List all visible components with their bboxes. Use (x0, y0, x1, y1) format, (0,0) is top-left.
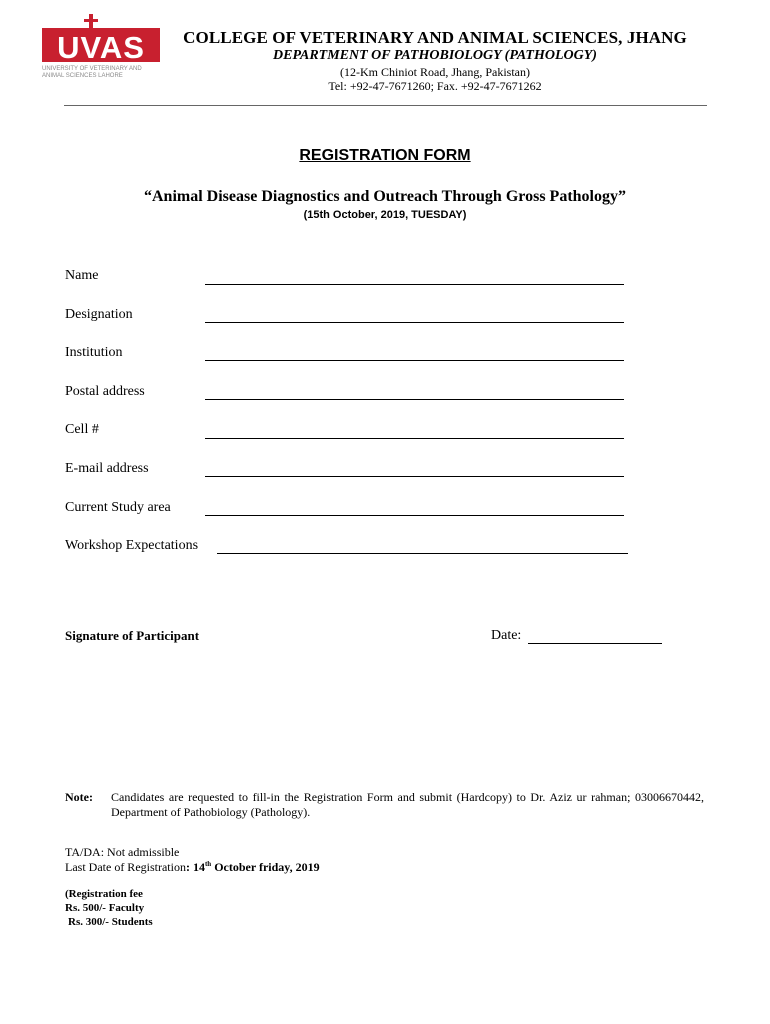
form-title: REGISTRATION FORM (299, 147, 471, 164)
postal-address-field[interactable] (205, 399, 624, 400)
study-area-field[interactable] (205, 515, 624, 516)
logo-text: UVAS (57, 30, 145, 65)
institution-field[interactable] (205, 360, 624, 361)
email-label: E-mail address (65, 461, 149, 476)
logo-tagline: UNIVERSITY OF VETERINARY AND ANIMAL SCIENCES LAHORE (42, 66, 142, 79)
header-divider (64, 105, 707, 106)
expectations-label: Workshop Expectations (65, 538, 199, 553)
note-text: Candidates are requested to fill-in the Registration Form and submit (Hardcopy) to Dr. Aziz ur rahman; 03006670442, Department of Pathobiology (Pathology). (111, 790, 704, 819)
name-label: Name (65, 268, 99, 283)
institution-label: Institution (65, 345, 123, 360)
designation-label: Designation (65, 307, 133, 322)
date-label: Date: (491, 628, 522, 643)
college-name: COLLEGE OF VETERINARY AND ANIMAL SCIENCES, JHANG (183, 28, 687, 47)
tada-line (65, 845, 179, 860)
department-name: DEPARTMENT OF PATHOBIOLOGY (PATHOLOGY) (273, 48, 597, 63)
last-date-rest: October friday, 2019 (211, 860, 320, 874)
last-date-label: Last Date of Registration (65, 860, 186, 874)
expectations-field[interactable] (217, 553, 628, 554)
college-contact: Tel: +92-47-7671260; Fax. +92-47-7671262 (328, 79, 542, 93)
note-label: Note: (65, 790, 93, 804)
fee-faculty: Rs. 500/- Faculty (65, 902, 145, 914)
college-address: (12-Km Chiniot Road, Jhang, Pakistan) (340, 65, 530, 79)
designation-field[interactable] (205, 322, 624, 323)
email-field[interactable] (205, 476, 624, 477)
postal-address-label: Postal address (65, 384, 145, 399)
name-field[interactable] (205, 284, 624, 285)
study-area-label: Current Study area (65, 500, 171, 515)
last-date-sup: th (204, 860, 212, 868)
date-field[interactable] (528, 643, 662, 644)
registration-fee (65, 887, 153, 929)
fee-students: Rs. 300/- Students (68, 916, 153, 928)
cell-label: Cell # (65, 422, 99, 437)
signature-label: Signature of Participant (65, 628, 200, 643)
cell-field[interactable] (205, 438, 624, 439)
tada-value: Not admissible (104, 845, 180, 859)
last-date-day: : 14 (185, 860, 205, 874)
workshop-date: (15th October, 2019, TUESDAY) (303, 209, 467, 221)
workshop-title: “Animal Disease Diagnostics and Outreach Through Gross Pathology” (144, 188, 626, 205)
tada-label: TA/DA: (65, 845, 105, 859)
last-date-line (65, 860, 320, 875)
fee-title: (Registration fee (65, 888, 143, 900)
